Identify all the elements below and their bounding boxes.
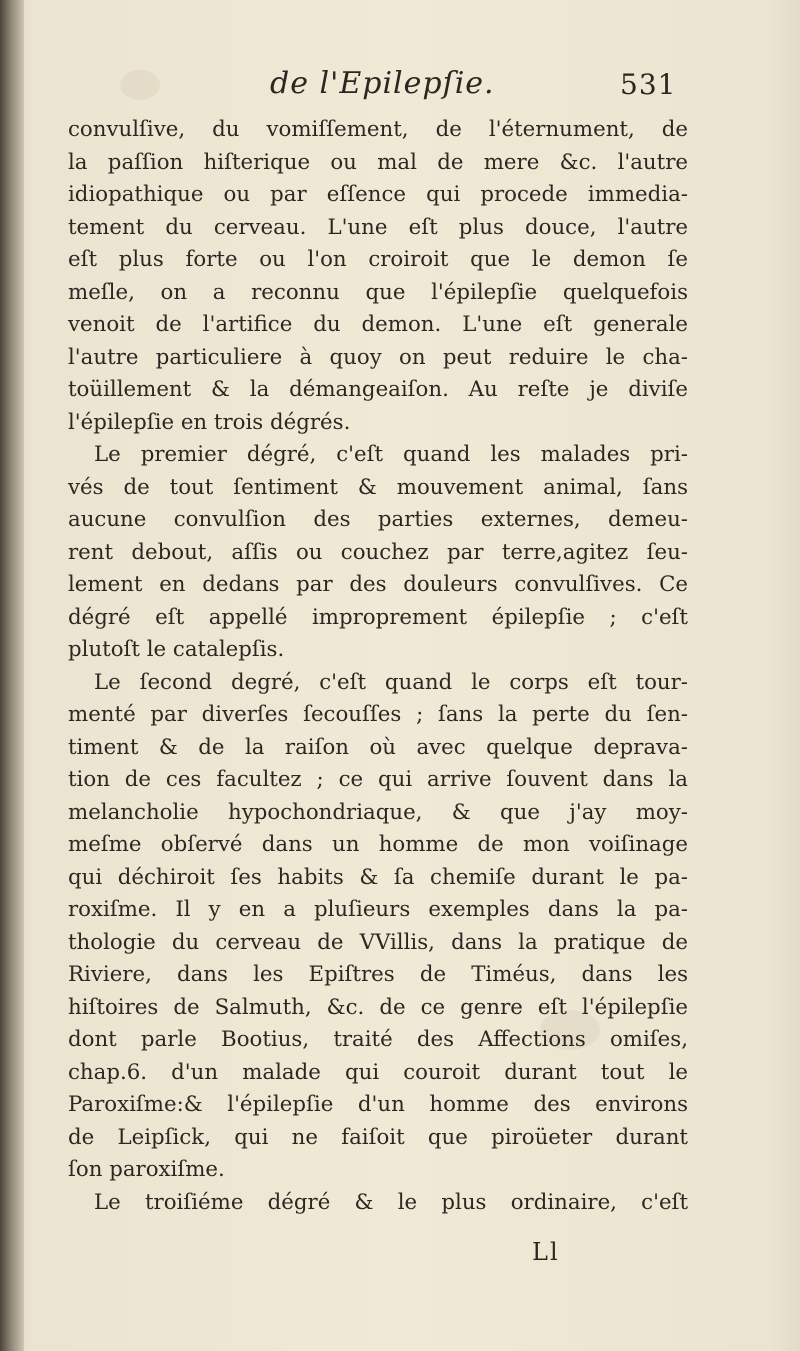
text-line: la paſſion hiſterique ou mal de mere &c. l'autre xyxy=(68,149,688,175)
text-line: dégré eſt appellé improprement épilepſie ; c'eſt xyxy=(68,604,688,630)
text-line: tion de ces facultez ; ce qui arrive ſouvent dans la xyxy=(68,767,688,792)
text-line: aucune convulſion des parties externes, demeu- xyxy=(68,507,688,532)
book-binding-edge xyxy=(0,0,24,1351)
text-line: lement en dedans par des douleurs convulſives. Ce xyxy=(68,572,688,597)
text-line: venoit de l'artifice du demon. L'une eſt generale xyxy=(68,312,688,337)
text-line: ſon paroxiſme. xyxy=(68,1157,225,1182)
text-line: Le ſecond degré, c'eſt quand le corps eſt tour- xyxy=(94,669,688,695)
text-line: convulſive, du vomiſſement, de l'éternument, de xyxy=(68,117,688,142)
text-line: Riviere, dans les Epiſtres de Timéus, dans les xyxy=(68,962,688,987)
page-number: 531 xyxy=(620,68,677,101)
text-line: idiopathique ou par eſſence qui procede immedia- xyxy=(68,182,688,207)
text-line: plutoſt le catalepſis. xyxy=(68,637,285,662)
text-line: Le premier dégré, c'eſt quand les malades pri- xyxy=(94,442,688,467)
page-header xyxy=(0,66,800,106)
body-text xyxy=(68,114,688,1219)
text-line: l'autre particuliere à quoy on peut reduire le cha- xyxy=(68,344,688,370)
text-line: roxiſme. Il y en a pluſieurs exemples dans la pa- xyxy=(68,897,688,922)
text-line: thologie du cerveau de VVillis, dans la pratique de xyxy=(68,929,688,955)
text-line: dont parle Bootius, traité des Affections omiſes, xyxy=(68,1027,688,1052)
paragraph xyxy=(68,667,688,1187)
text-line: meſme obſervé dans un homme de mon voiſinage xyxy=(68,832,688,857)
text-line: meſle, on a reconnu que l'épilepſie quelquefois xyxy=(68,279,688,305)
text-line: de Leipſick, qui ne faiſoit que piroüeter durant xyxy=(68,1124,688,1150)
text-line: vés de tout ſentiment & mouvement animal, ſans xyxy=(68,474,688,500)
text-line: toüillement & la démangeaiſon. Au reſte je diviſe xyxy=(68,377,688,402)
paragraph xyxy=(68,439,688,667)
text-line: rent debout, aſſis ou couchez par terre,agitez ſeu- xyxy=(68,539,688,565)
text-line: l'épilepſie en trois dégrés. xyxy=(68,409,351,435)
text-line: timent & de la raiſon où avec quelque deprava- xyxy=(68,734,688,760)
signature-mark: Ll xyxy=(532,1238,560,1266)
paragraph xyxy=(68,1187,688,1220)
text-line: Paroxiſme:& l'épilepſie d'un homme des environs xyxy=(68,1092,688,1117)
text-line: chap.6. d'un malade qui couroit durant tout le xyxy=(68,1059,688,1085)
text-line: hiſtoires de Salmuth, &c. de ce genre eſt l'épilepſie xyxy=(68,994,688,1020)
text-line: tement du cerveau. L'une eſt plus douce, l'autre xyxy=(68,214,688,240)
text-line: melancholie hypochondriaque, & que j'ay moy- xyxy=(68,799,688,825)
paragraph xyxy=(68,114,688,439)
running-title: de l'Epilepſie. xyxy=(270,66,495,101)
text-line: Le troiſiéme dégré & le plus ordinaire, c'eſt xyxy=(94,1189,688,1215)
text-line: menté par diverſes ſecouſſes ; ſans la perte du ſen- xyxy=(68,702,688,727)
text-line: eſt plus forte ou l'on croiroit que le demon ſe xyxy=(68,247,688,272)
text-line: qui déchiroit ſes habits & ſa chemiſe durant le pa- xyxy=(68,864,688,890)
